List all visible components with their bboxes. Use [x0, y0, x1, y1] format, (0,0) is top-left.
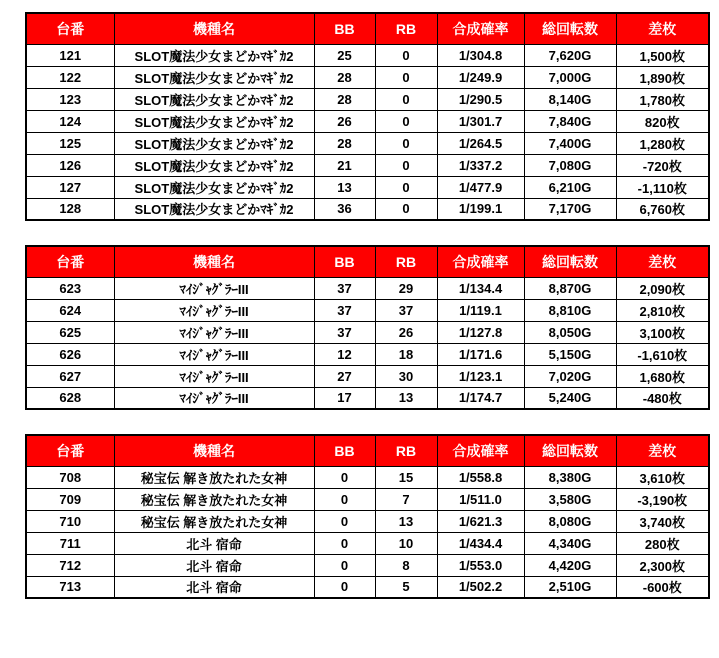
column-header-combined-probability: 合成確率: [437, 246, 524, 277]
column-header-rb-count: RB: [375, 435, 437, 466]
table-row: [26, 365, 709, 387]
cell-total-spins: 4,420G: [524, 554, 616, 576]
cell-bb-count: 0: [314, 576, 375, 598]
cell-combined-probability: 1/249.9: [437, 66, 524, 88]
column-header-bb-count: BB: [314, 435, 375, 466]
cell-combined-probability: 1/134.4: [437, 277, 524, 299]
cell-machine-number: 708: [26, 466, 114, 488]
column-header-combined-probability: 合成確率: [437, 435, 524, 466]
cell-rb-count: 0: [375, 88, 437, 110]
cell-bb-count: 27: [314, 365, 375, 387]
cell-combined-probability: 1/553.0: [437, 554, 524, 576]
table-row: [26, 299, 709, 321]
cell-machine-name: ﾏｲｼﾞｬｸﾞﾗｰIII: [114, 343, 314, 365]
cell-machine-number: 128: [26, 198, 114, 220]
cell-machine-name: SLOT魔法少女まどかﾏｷﾞｶ2: [114, 88, 314, 110]
cell-medal-diff: 3,610枚: [616, 466, 709, 488]
cell-rb-count: 0: [375, 66, 437, 88]
cell-rb-count: 13: [375, 510, 437, 532]
column-header-medal-diff: 差枚: [616, 246, 709, 277]
cell-machine-number: 121: [26, 44, 114, 66]
table-row: [26, 554, 709, 576]
cell-medal-diff: 280枚: [616, 532, 709, 554]
cell-total-spins: 8,380G: [524, 466, 616, 488]
table-row: [26, 576, 709, 598]
cell-combined-probability: 1/621.3: [437, 510, 524, 532]
cell-machine-name: SLOT魔法少女まどかﾏｷﾞｶ2: [114, 110, 314, 132]
column-header-medal-diff: 差枚: [616, 13, 709, 44]
cell-machine-number: 124: [26, 110, 114, 132]
cell-total-spins: 2,510G: [524, 576, 616, 598]
column-header-total-spins: 総回転数: [524, 13, 616, 44]
cell-machine-name: SLOT魔法少女まどかﾏｷﾞｶ2: [114, 154, 314, 176]
cell-combined-probability: 1/477.9: [437, 176, 524, 198]
table-row: [26, 532, 709, 554]
cell-total-spins: 8,140G: [524, 88, 616, 110]
cell-machine-name: SLOT魔法少女まどかﾏｷﾞｶ2: [114, 176, 314, 198]
cell-combined-probability: 1/171.6: [437, 343, 524, 365]
table-row: [26, 510, 709, 532]
column-header-total-spins: 総回転数: [524, 246, 616, 277]
cell-bb-count: 0: [314, 488, 375, 510]
cell-combined-probability: 1/511.0: [437, 488, 524, 510]
table-row: [26, 321, 709, 343]
column-header-total-spins: 総回転数: [524, 435, 616, 466]
cell-rb-count: 0: [375, 176, 437, 198]
cell-rb-count: 29: [375, 277, 437, 299]
cell-medal-diff: 3,740枚: [616, 510, 709, 532]
machine-data-table-juggler: [25, 245, 710, 410]
cell-total-spins: 8,050G: [524, 321, 616, 343]
cell-total-spins: 5,240G: [524, 387, 616, 409]
cell-machine-number: 710: [26, 510, 114, 532]
machine-data-table-hihouden-hokuto: [25, 434, 710, 599]
cell-total-spins: 7,170G: [524, 198, 616, 220]
cell-machine-name: ﾏｲｼﾞｬｸﾞﾗｰIII: [114, 277, 314, 299]
cell-total-spins: 7,000G: [524, 66, 616, 88]
cell-machine-number: 627: [26, 365, 114, 387]
column-header-bb-count: BB: [314, 13, 375, 44]
cell-medal-diff: -1,110枚: [616, 176, 709, 198]
cell-machine-name: 秘宝伝 解き放たれた女神: [114, 510, 314, 532]
cell-rb-count: 0: [375, 110, 437, 132]
cell-medal-diff: 1,680枚: [616, 365, 709, 387]
cell-bb-count: 13: [314, 176, 375, 198]
table-row: [26, 44, 709, 66]
cell-bb-count: 17: [314, 387, 375, 409]
column-header-machine-name: 機種名: [114, 13, 314, 44]
cell-rb-count: 0: [375, 198, 437, 220]
cell-machine-name: ﾏｲｼﾞｬｸﾞﾗｰIII: [114, 365, 314, 387]
cell-combined-probability: 1/558.8: [437, 466, 524, 488]
cell-combined-probability: 1/304.8: [437, 44, 524, 66]
cell-combined-probability: 1/301.7: [437, 110, 524, 132]
cell-machine-number: 713: [26, 576, 114, 598]
cell-medal-diff: 3,100枚: [616, 321, 709, 343]
cell-machine-number: 712: [26, 554, 114, 576]
cell-machine-name: 北斗 宿命: [114, 532, 314, 554]
cell-machine-name: SLOT魔法少女まどかﾏｷﾞｶ2: [114, 44, 314, 66]
cell-total-spins: 7,080G: [524, 154, 616, 176]
cell-bb-count: 0: [314, 532, 375, 554]
cell-bb-count: 28: [314, 88, 375, 110]
cell-bb-count: 21: [314, 154, 375, 176]
cell-medal-diff: -600枚: [616, 576, 709, 598]
cell-total-spins: 8,080G: [524, 510, 616, 532]
cell-rb-count: 13: [375, 387, 437, 409]
cell-total-spins: 4,340G: [524, 532, 616, 554]
machine-data-table-madoka: [25, 12, 710, 221]
cell-machine-number: 628: [26, 387, 114, 409]
cell-combined-probability: 1/337.2: [437, 154, 524, 176]
column-header-medal-diff: 差枚: [616, 435, 709, 466]
cell-bb-count: 0: [314, 510, 375, 532]
cell-bb-count: 0: [314, 466, 375, 488]
cell-total-spins: 5,150G: [524, 343, 616, 365]
cell-total-spins: 7,620G: [524, 44, 616, 66]
cell-rb-count: 26: [375, 321, 437, 343]
cell-medal-diff: 820枚: [616, 110, 709, 132]
header-row: [26, 435, 709, 466]
cell-machine-name: 北斗 宿命: [114, 554, 314, 576]
table-row: [26, 176, 709, 198]
cell-medal-diff: 1,780枚: [616, 88, 709, 110]
cell-rb-count: 0: [375, 154, 437, 176]
cell-rb-count: 15: [375, 466, 437, 488]
column-header-machine-number: 台番: [26, 435, 114, 466]
cell-medal-diff: 2,090枚: [616, 277, 709, 299]
column-header-machine-number: 台番: [26, 246, 114, 277]
cell-machine-name: 秘宝伝 解き放たれた女神: [114, 488, 314, 510]
cell-total-spins: 7,020G: [524, 365, 616, 387]
cell-bb-count: 37: [314, 277, 375, 299]
cell-machine-number: 624: [26, 299, 114, 321]
cell-total-spins: 8,810G: [524, 299, 616, 321]
cell-machine-number: 125: [26, 132, 114, 154]
cell-machine-name: ﾏｲｼﾞｬｸﾞﾗｰIII: [114, 387, 314, 409]
cell-rb-count: 5: [375, 576, 437, 598]
cell-bb-count: 37: [314, 299, 375, 321]
cell-combined-probability: 1/123.1: [437, 365, 524, 387]
cell-bb-count: 28: [314, 132, 375, 154]
cell-medal-diff: 2,810枚: [616, 299, 709, 321]
cell-machine-number: 711: [26, 532, 114, 554]
cell-rb-count: 30: [375, 365, 437, 387]
table-row: [26, 277, 709, 299]
column-header-bb-count: BB: [314, 246, 375, 277]
cell-bb-count: 37: [314, 321, 375, 343]
cell-machine-name: ﾏｲｼﾞｬｸﾞﾗｰIII: [114, 299, 314, 321]
cell-medal-diff: -480枚: [616, 387, 709, 409]
table-row: [26, 66, 709, 88]
cell-combined-probability: 1/127.8: [437, 321, 524, 343]
cell-machine-name: ﾏｲｼﾞｬｸﾞﾗｰIII: [114, 321, 314, 343]
cell-bb-count: 28: [314, 66, 375, 88]
cell-rb-count: 37: [375, 299, 437, 321]
table-row: [26, 387, 709, 409]
table-row: [26, 198, 709, 220]
cell-combined-probability: 1/434.4: [437, 532, 524, 554]
cell-machine-number: 626: [26, 343, 114, 365]
cell-machine-name: SLOT魔法少女まどかﾏｷﾞｶ2: [114, 66, 314, 88]
cell-medal-diff: -1,610枚: [616, 343, 709, 365]
cell-bb-count: 12: [314, 343, 375, 365]
cell-rb-count: 18: [375, 343, 437, 365]
cell-combined-probability: 1/502.2: [437, 576, 524, 598]
cell-combined-probability: 1/119.1: [437, 299, 524, 321]
cell-machine-number: 709: [26, 488, 114, 510]
cell-rb-count: 10: [375, 532, 437, 554]
column-header-rb-count: RB: [375, 246, 437, 277]
cell-total-spins: 8,870G: [524, 277, 616, 299]
cell-bb-count: 36: [314, 198, 375, 220]
cell-machine-name: 北斗 宿命: [114, 576, 314, 598]
cell-machine-number: 122: [26, 66, 114, 88]
cell-medal-diff: 2,300枚: [616, 554, 709, 576]
cell-medal-diff: 1,280枚: [616, 132, 709, 154]
cell-total-spins: 7,400G: [524, 132, 616, 154]
cell-machine-name: 秘宝伝 解き放たれた女神: [114, 466, 314, 488]
header-row: [26, 13, 709, 44]
cell-bb-count: 0: [314, 554, 375, 576]
cell-machine-number: 127: [26, 176, 114, 198]
cell-rb-count: 0: [375, 132, 437, 154]
cell-total-spins: 7,840G: [524, 110, 616, 132]
cell-medal-diff: 1,890枚: [616, 66, 709, 88]
table-row: [26, 110, 709, 132]
column-header-rb-count: RB: [375, 13, 437, 44]
table-row: [26, 88, 709, 110]
cell-machine-name: SLOT魔法少女まどかﾏｷﾞｶ2: [114, 198, 314, 220]
cell-combined-probability: 1/264.5: [437, 132, 524, 154]
cell-medal-diff: -3,190枚: [616, 488, 709, 510]
table-row: [26, 132, 709, 154]
cell-medal-diff: 1,500枚: [616, 44, 709, 66]
column-header-machine-number: 台番: [26, 13, 114, 44]
cell-rb-count: 7: [375, 488, 437, 510]
cell-machine-number: 623: [26, 277, 114, 299]
table-row: [26, 488, 709, 510]
header-row: [26, 246, 709, 277]
column-header-machine-name: 機種名: [114, 246, 314, 277]
table-row: [26, 154, 709, 176]
column-header-machine-name: 機種名: [114, 435, 314, 466]
cell-medal-diff: -720枚: [616, 154, 709, 176]
cell-machine-number: 625: [26, 321, 114, 343]
cell-machine-name: SLOT魔法少女まどかﾏｷﾞｶ2: [114, 132, 314, 154]
cell-medal-diff: 6,760枚: [616, 198, 709, 220]
cell-rb-count: 0: [375, 44, 437, 66]
cell-bb-count: 26: [314, 110, 375, 132]
cell-machine-number: 123: [26, 88, 114, 110]
table-row: [26, 343, 709, 365]
cell-combined-probability: 1/290.5: [437, 88, 524, 110]
cell-combined-probability: 1/174.7: [437, 387, 524, 409]
cell-bb-count: 25: [314, 44, 375, 66]
cell-rb-count: 8: [375, 554, 437, 576]
cell-total-spins: 6,210G: [524, 176, 616, 198]
column-header-combined-probability: 合成確率: [437, 13, 524, 44]
cell-total-spins: 3,580G: [524, 488, 616, 510]
table-row: [26, 466, 709, 488]
cell-machine-number: 126: [26, 154, 114, 176]
cell-combined-probability: 1/199.1: [437, 198, 524, 220]
